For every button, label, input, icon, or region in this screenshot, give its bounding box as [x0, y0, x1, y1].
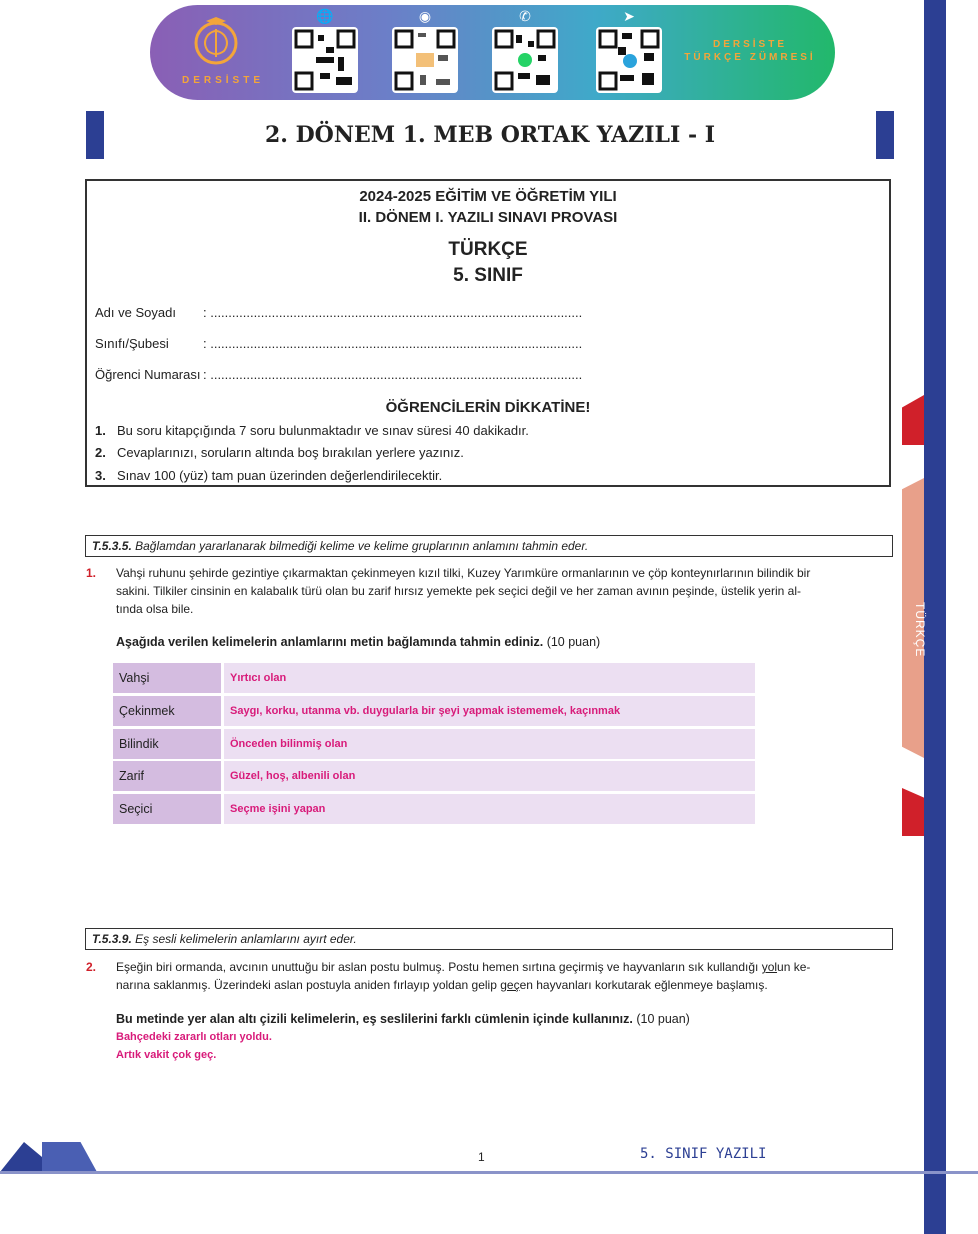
telegram-icon: ➤: [623, 8, 635, 24]
meaning-cell[interactable]: Saygı, korku, utanma vb. duygularla bir şeyi yapmak istememek, kaçınmak: [224, 696, 755, 726]
table-row: [113, 729, 755, 759]
table-row: [113, 696, 755, 726]
answer-line[interactable]: Artık vakit çok geç.: [116, 1049, 217, 1061]
passage-line: Vahşi ruhunu şehirde gezintiye çıkarmaktan çekinmeyen kızıl tilki, Kuzey Yarımküre ormanlarının ve çöp konteynırlarının bilindik bir: [116, 566, 811, 580]
objective-text: Bağlamdan yararlanarak bilmediği kelime ve kelime gruplarının anlamını tahmin eder.: [131, 539, 589, 553]
table-row: [113, 761, 755, 791]
zumre-line1: DERSİSTE: [712, 39, 787, 50]
table-row: [113, 794, 755, 824]
rule-item: [95, 423, 529, 438]
zumre-label: [670, 38, 830, 64]
points-label: (10 puan): [543, 635, 601, 649]
question-number: 1.: [86, 566, 97, 580]
word-cell: Seçici: [113, 794, 221, 824]
rule-item: [95, 445, 464, 460]
objective-box-q1: [85, 535, 893, 557]
passage-line: [116, 958, 896, 976]
rule-number: 3.: [95, 468, 106, 483]
whatsapp-icon: ✆: [519, 8, 531, 24]
meaning-cell[interactable]: Önceden bilinmiş olan: [224, 729, 755, 759]
student-number-label: Öğrenci Numarası: [95, 367, 201, 382]
objective-box-q2: [85, 928, 893, 950]
rule-text: Cevaplarınızı, soruların altında boş bırakılan yerlere yazınız.: [117, 445, 464, 460]
class-label: Sınıfı/Şubesi: [95, 336, 169, 351]
question-number: 2.: [86, 960, 97, 974]
passage-line: sakini. Tilkiler cinsinin en kalabalık türü olan bu zarif hırsız yemekte pek seçici değil ve her zaman avının peşinde, üstelik yerin al-: [116, 584, 801, 598]
globe-icon: 🌐: [316, 8, 334, 24]
question-instruction: [116, 635, 600, 649]
brand-name: DERSİSTE: [181, 75, 264, 86]
page-title: 2. DÖNEM 1. MEB ORTAK YAZILI - I: [264, 122, 716, 148]
word-cell: Bilindik: [113, 729, 221, 759]
table-row: [113, 663, 755, 693]
underlined-word: yol: [761, 960, 778, 974]
student-number-field[interactable]: [95, 367, 582, 382]
passage-line: [116, 976, 896, 994]
student-number-input[interactable]: : .......................................................................................................: [203, 367, 583, 382]
exam-header-box: [85, 179, 891, 487]
qr-code-website[interactable]: [292, 27, 358, 93]
rule-text: Sınav 100 (yüz) tam puan üzerinden değerlendirilecektir.: [117, 468, 443, 483]
footer-line: [0, 1171, 978, 1174]
qr-code-whatsapp[interactable]: [492, 27, 558, 93]
subject-vertical-label: TÜRKÇE: [913, 602, 927, 658]
word-cell: Vahşi: [113, 663, 221, 693]
answer-line[interactable]: Bahçedeki zararlı otları yoldu.: [116, 1031, 272, 1043]
rule-item: [95, 468, 442, 483]
question-passage: [116, 564, 896, 618]
question-instruction: [116, 1012, 690, 1026]
qr-code-telegram[interactable]: [596, 27, 662, 93]
student-name-label: Adı ve Soyadı: [95, 305, 176, 320]
objective-text: Eş sesli kelimelerin anlamlarını ayırt eder.: [131, 932, 357, 946]
meaning-cell[interactable]: Güzel, hoş, albenili olan: [224, 761, 755, 791]
class-input[interactable]: : .......................................................................................................: [203, 336, 583, 351]
right-rail: [924, 0, 946, 1234]
objective-code: T.5.3.5.: [92, 539, 132, 553]
side-tab-bottom: [902, 788, 924, 836]
school-year: 2024-2025 EĞİTİM VE ÖĞRETİM YILI: [359, 188, 617, 205]
side-tab-top: [902, 395, 924, 445]
objective-code: T.5.3.9.: [92, 932, 132, 946]
underlined-word: geç: [500, 978, 520, 992]
passage-text: narına saklanmış. Üzerindeki aslan postuyla aniden fırlayıp yoldan gelip: [116, 978, 501, 992]
page-number: 1: [478, 1150, 485, 1164]
student-name-field[interactable]: [95, 305, 582, 320]
rule-text: Bu soru kitapçığında 7 soru bulunmaktadır ve sınav süresi 40 dakikadır.: [117, 423, 529, 438]
footer-grade-label: 5. SINIF YAZILI: [640, 1146, 767, 1162]
points-label: (10 puan): [632, 1012, 690, 1026]
rule-number: 1.: [95, 423, 106, 438]
word-cell: Çekinmek: [113, 696, 221, 726]
instagram-icon: ◉: [418, 8, 432, 24]
title-bar-left: [86, 111, 104, 159]
zumre-line2: TÜRKÇE ZÜMRESİ: [684, 52, 816, 63]
title-bar-right: [876, 111, 894, 159]
subject-name: TÜRKÇE: [448, 239, 528, 260]
passage-text: en hayvanları korkutarak eğlenmeye başlamış.: [519, 978, 768, 992]
brain-logo-icon: [190, 15, 242, 67]
exam-name: II. DÖNEM I. YAZILI SINAVI PROVASI: [358, 209, 618, 226]
qr-code-instagram[interactable]: [392, 27, 458, 93]
student-name-input[interactable]: : .......................................................................................................: [203, 305, 583, 320]
question-passage: [116, 958, 896, 994]
footer-parallelogram-icon: [42, 1142, 97, 1172]
word-cell: Zarif: [113, 761, 221, 791]
passage-text: un ke-: [777, 960, 811, 974]
class-field[interactable]: [95, 336, 582, 351]
meaning-cell[interactable]: Seçme işini yapan: [224, 794, 755, 824]
meaning-cell[interactable]: Yırtıcı olan: [224, 663, 755, 693]
instruction-text: Bu metinde yer alan altı çizili kelimelerin, eş seslilerini farklı cümlenin içinde kullanınız.: [116, 1012, 633, 1026]
notice-title: ÖĞRENCİLERİN DİKKATİNE!: [385, 399, 591, 416]
rule-number: 2.: [95, 445, 106, 460]
passage-text: Eşeğin biri ormanda, avcının unuttuğu bir aslan postu bulmuş. Postu hemen sırtına geçirmiş ve hayvanların sık kullandığı: [116, 960, 762, 974]
passage-line: tında olsa bile.: [116, 602, 194, 616]
grade-level: 5. SINIF: [453, 265, 523, 286]
instruction-text: Aşağıda verilen kelimelerin anlamlarını metin bağlamında tahmin ediniz.: [116, 635, 544, 649]
